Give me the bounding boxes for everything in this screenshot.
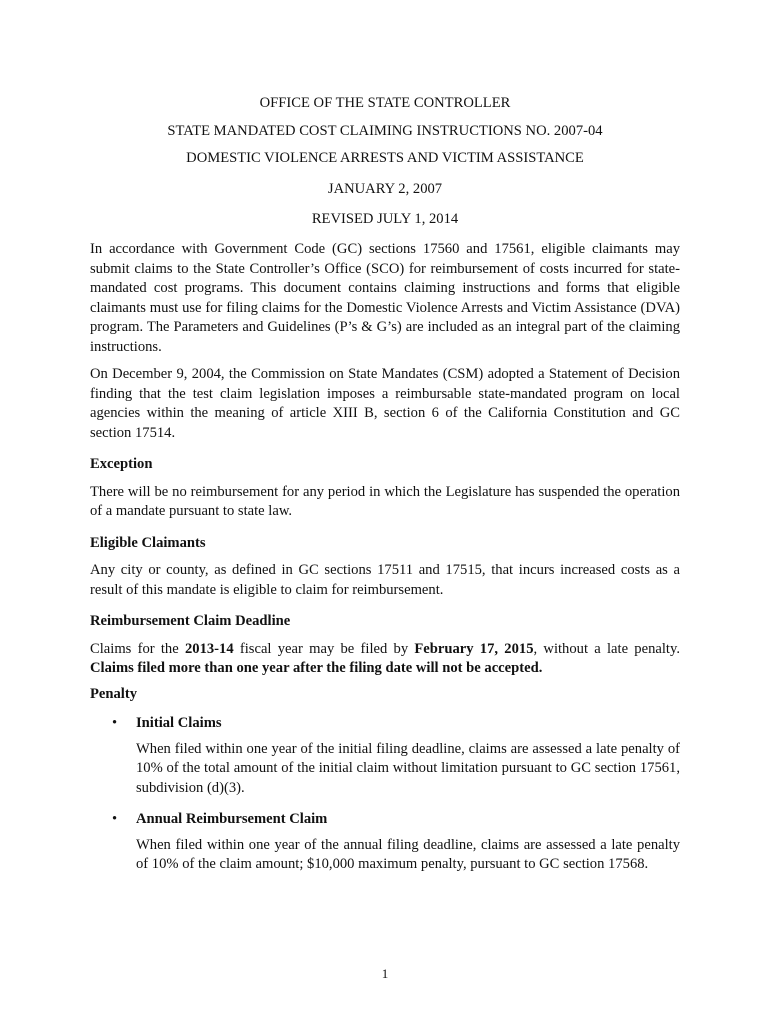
issue-date: JANUARY 2, 2007: [327, 181, 443, 197]
annual-claim-title: Annual Reimbursement Claim: [136, 811, 328, 827]
deadline-text-b: fiscal year may be filed by: [233, 640, 415, 657]
claim-deadline-text: [90, 640, 680, 679]
bullet-icon: •: [112, 715, 118, 731]
csm-paragraph: On December 9, 2004, the Commission on State Mandates (CSM) adopted a Statement of Decision finding that the test claim legislation imposes a reimbursable state-mandated program on local agencies within the meaning of article XIII B, section 6 of the California Constitution and GC section 17514.: [90, 366, 680, 441]
penalty-item: [90, 714, 680, 798]
revised-date: REVISED JULY 1, 2014: [311, 211, 459, 227]
eligible-claimants-text: Any city or county, as defined in GC sections 17511 and 17515, that incurs increased costs as a result of this mandate is eligible to claim for reimbursement.: [90, 562, 680, 598]
deadline-text-a: Claims for the: [90, 640, 185, 657]
penalty-item-title: [90, 810, 680, 830]
annual-claim-text: When filed within one year of the annual filing deadline, claims are assessed a late penalty of 10% of the claim amount; $10,000 maximum penalty, pursuant to GC section 17568.: [136, 836, 680, 872]
program-title: DOMESTIC VIOLENCE ARRESTS AND VICTIM ASSISTANCE: [186, 150, 584, 166]
filing-date: February 17, 2015: [414, 640, 534, 657]
penalty-item-title: [90, 714, 680, 734]
instructions-title: STATE MANDATED COST CLAIMING INSTRUCTIONS NO. 2007-04: [167, 123, 603, 139]
exception-text: There will be no reimbursement for any period in which the Legislature has suspended the operation of a mandate pursuant to state law.: [90, 483, 680, 519]
office-title: OFFICE OF THE STATE CONTROLLER: [259, 95, 511, 111]
initial-claims-title: Initial Claims: [136, 715, 222, 731]
bullet-icon: •: [112, 811, 118, 827]
document-body: [90, 240, 680, 883]
initial-claims-text: When filed within one year of the initial filing deadline, claims are assessed a late penalty of 10% of the total amount of the initial claim without limitation pursuant to GC section 17561, subdivision (d)(3).: [136, 740, 680, 796]
penalty-item: [90, 810, 680, 875]
page-number: 1: [381, 966, 389, 981]
eligible-claimants-heading: Eligible Claimants: [90, 534, 206, 551]
late-claim-warning: Claims filed more than one year after the filing date will not be accepted.: [90, 660, 543, 676]
claim-deadline-heading: Reimbursement Claim Deadline: [90, 613, 291, 629]
penalty-heading: Penalty: [90, 685, 138, 702]
fiscal-year: 2013-14: [184, 640, 234, 657]
intro-paragraph: In accordance with Government Code (GC) sections 17560 and 17561, eligible claimants may submit claims to the State Controller’s Office (SCO) for reimbursement of costs incurred for state-mandated cost programs. This document contains claiming instructions and forms that eligible claimants must use for filing claims for the Domestic Violence Arrests and Victim Assistance (DVA) program. The Parameters and Guidelines (P’s & G’s) are included as an integral part of the claiming instructions.: [90, 241, 680, 355]
deadline-text-c: , without a late penalty.: [533, 640, 680, 657]
exception-heading: Exception: [90, 456, 153, 472]
